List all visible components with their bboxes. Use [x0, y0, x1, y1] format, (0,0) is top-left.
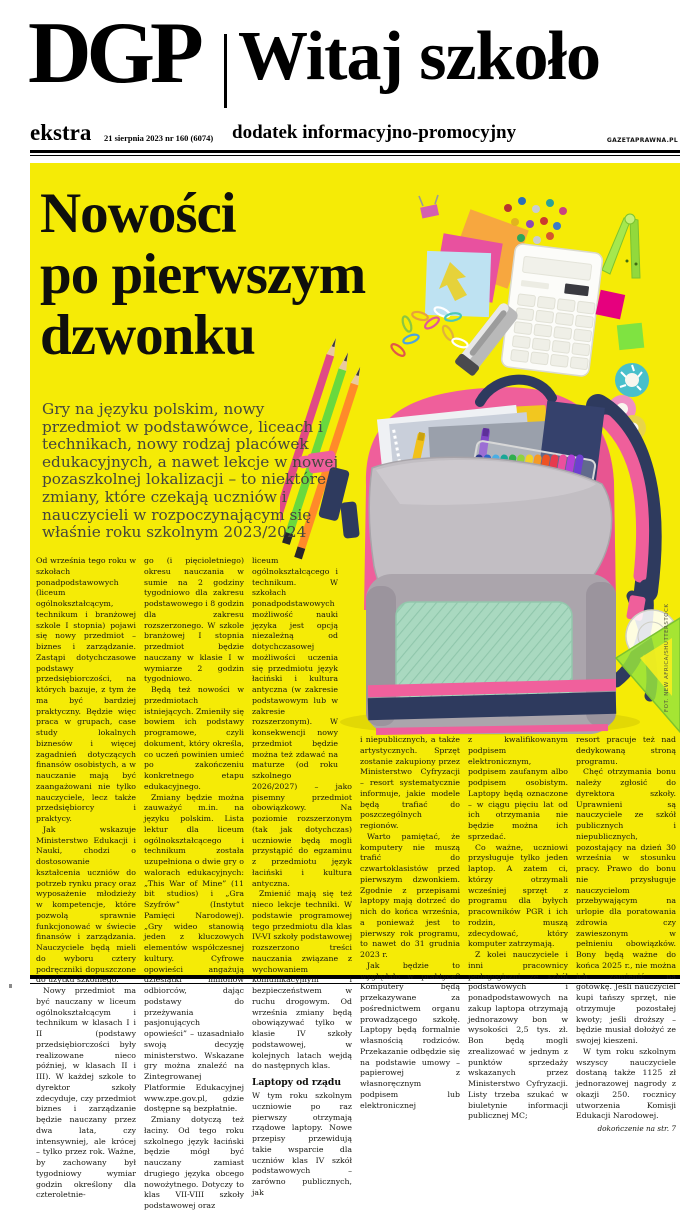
- masthead-divider: [224, 34, 227, 108]
- header-rule-thin: [30, 155, 680, 156]
- headline-line: po pierwszym: [40, 242, 366, 306]
- body-paragraph: Zmienić mają się też nieco lekcje techniki. W podstawie programowej tego przedmiotu dla klas IV-VI szkoły podstawowej rozszerzono treści nauczania związane z wychowaniem komunikacyjnym i bezpieczeństwem w ruchu drogowym. Od września zmiany będą obowiązywać tylko w klasie IV szkoły podstawowej, w kolejnych latach wejdą do następnych klas.: [252, 889, 352, 1071]
- dgp-logo: DGP: [28, 5, 199, 102]
- article-column-2: [144, 556, 244, 1212]
- body-paragraph: Od września tego roku w szkołach ponadpodstawowych (liceum ogólnokształcącym, technikum i branżowej szkole I stopnia) pojawi się nowy przedmiot – biznes i zarządzanie. Zastąpi dotychczasowe podstawy przedsiębiorczości, na których bazuje, z tym że ma być bardziej praktyczny. Będzie więc praca w grupach, case study lokalnych biznesów i więcej zagadnień dotyczących finansów osobistych, a w nauczanie mają być zaangażowani nie tylko nauczyciele, lecz także przedsiębiorcy i praktycy.: [36, 556, 136, 823]
- body-paragraph: Co ważne, uczniowi przysługuje tylko jeden laptop. A zatem ci, którzy otrzymali wcześniej sprzęt z programu dla byłych pracowników PGR i ich rodzin, muszą zdecydować, który komputer zatrzymają.: [468, 842, 568, 949]
- body-paragraph: Z kolei nauczyciele i inni pracownicy pedagogiczni ze szkół podstawowych i ponadpodstawowych na zakup laptopa otrzymają jednorazowy bon w wysokości 2,5 tys. zł. Bon będą mogli zrealizować w jednym z punktów sprzedaży wskazanych przez Ministerstwo Cyfryzacji. Listy trzeba szukać w biuletynie informacji publicznej MC;: [468, 950, 568, 1121]
- supplement-kicker: dodatek informacyjno-promocyjny: [232, 122, 517, 143]
- body-paragraph: W tym roku szkolnym wszyscy nauczyciele dostaną także 1125 zł jednorazowej nagrody z okazji 250. rocznicy utworzenia Komisji Edukacji Narodowej.: [576, 1046, 676, 1121]
- photo-credit: FOT. NEW AFRICA/SHUTTERSTOCK: [664, 603, 670, 712]
- article-headline: [40, 183, 365, 366]
- body-paragraph: 2026/2027) – jako pisemny przedmiot obowiązkowy. Na poziomie rozszerzonym (tak jak dotychczas) uczniowie będą mogli przystąpić do egzaminu z przedmiotu język łaciński i kultura antyczna.: [252, 781, 352, 888]
- supplement-title: Witaj szkoło: [238, 18, 600, 95]
- body-paragraph: Zmiany dotyczą też łaciny. Od tego roku szkolnego język łaciński będzie mógł być nauczany zamiast drugiego języka obcego nowożytnego. Dotyczy to klas VII-VIII szkoły podstawowej oraz: [144, 1115, 244, 1210]
- body-paragraph: Zmiany będzie można zauważyć m.in. na języku polskim. Lista lektur dla liceum ogólnokształcącego i technikum została uzupełniona o dwie gry o walorach edukacyjnych: „This War of Mine” (11 bit studios) i „Gra Szyfrów” (Instytut Pamięci Narodowej). „Gry wideo stanowią jeden z kluczowych elementów współczesnej kultury. Cyfrowe opowieści angażują dziesiątki milionów odbiorców, dając podstawy do przeżywania pasjonujących opowieści” – uzasadniało swoją decyzję ministerstwo. Wskazane gry można znaleźć na Zintegrowanej Platformie Edukacyjnej www.zpe.gov.pl, gdzie dostępne są bezpłatnie.: [144, 792, 244, 1114]
- drawing-compass-icon: [602, 214, 640, 278]
- body-paragraph: W tym roku szkolnym uczniowie po raz pierwszy otrzymają rządowe laptopy. Nowe przepisy przewidują takie wsparcie dla uczniów klas IV szkół podstawowych – zarówno publicznych, jak: [252, 1091, 352, 1197]
- body-paragraph: Będą też nowości w przedmiotach istniejących. Zmieniły się bowiem ich podstawy programowe, czyli dokument, który określa, co uczeń powinien umieć po zakończeniu konkretnego etapu edukacyjnego.: [144, 685, 244, 791]
- sticky-note-magenta-icon: [596, 290, 626, 320]
- article-column-6: [576, 735, 676, 1135]
- body-paragraph: Jak będzie to wyglądało w praktyce? Komputery będą przekazywane za pośrednictwem organu prowadzącego szkołę. Laptopy będą formalnie własnością rodziców. Przekazanie odbędzie się na podstawie umowy – papierowej z własnoręcznym podpisem lub elektronicznej: [360, 960, 460, 1110]
- page-corner-mark: [9, 984, 12, 988]
- issue-date: 21 sierpnia 2023 nr 160 (6074): [104, 133, 214, 143]
- sticky-note-green-icon: [617, 323, 644, 350]
- body-paragraph: Chęć otrzymania bonu należy zgłosić do dyrektora szkoły. Uprawnieni są nauczyciele ze szkół publicznych i niepublicznych, pozostający na dzień 30 września w stosunku pracy. Prawo do bonu nie przysługuje nauczycielom przebywającym na urlopie dla poratowania zdrowia czy zawieszonym w pełnieniu obowiązków. Bony będą ważne do końca 2025 r., nie można ich zamienić na gotówkę. Jeśli nauczyciel kupi tańszy sprzęt, nie otrzymuje pozostałej kwoty; jeśli droższy – będzie musiał dołożyć ze swojej kieszeni.: [576, 767, 676, 1045]
- article-column-3: [252, 556, 352, 1199]
- body-paragraph: resort pracuje też nad dedykowaną stroną programu.: [576, 735, 676, 766]
- article-lead: Gry na języku polskim, nowy przedmiot w podstawówce, liceach i technikach, nowy rodzaj placówek edukacyjnych, a nawet lekcje w nowej pozaszkolnej lokalizacji – to niektóre zmiany, które czekają uczniów i nauczycieli w rozpoczynającym się właśnie roku szkolnym 2023/2024: [42, 400, 339, 542]
- headline-line: dzwonku: [40, 303, 255, 367]
- calculator-icon: [501, 243, 603, 377]
- article-column-4: [360, 735, 460, 1111]
- continuation-note: dokończenie na str. 7: [597, 1124, 676, 1133]
- edition-label: ekstra: [30, 120, 92, 145]
- body-paragraph: Warto pamiętać, że komputery nie muszą trafić do czwartoklasistów przed pierwszym dzwonkiem. Zgodnie z przepisami laptopy mają dotrzeć do nich do końca września, a ponieważ jest to pierwszy rok programu, to nawet do 31 grudnia 2023 r.: [360, 831, 460, 959]
- body-paragraph: Nowy przedmiot ma być nauczany w liceum ogólnokształcącym i technikum w klasach I i II (podstawy przedsiębiorczości były realizowane nieco później, w klasach II i III). W każdej szkole to dyrektor szkoły zdecyduje, czy przedmiot biznes i zarządzanie będzie nauczany przez dwa lata, czy intensywniej, ale krócej – tylko przez rok. Ważne, by zachowany był tygodniowy wymiar godzin określony dla czteroletnie-: [36, 986, 136, 1200]
- body-paragraph: z kwalifikowanym podpisem elektronicznym, podpisem zaufanym albo podpisem osobistym. Laptopy będą oznaczone – w ciągu pięciu lat od ich otrzymania nie będzie można ich sprzedać.: [468, 735, 568, 841]
- article-column-5: [468, 735, 568, 1122]
- header-rule-thick: [30, 150, 680, 153]
- headline-line: Nowości: [40, 182, 236, 245]
- body-paragraph: liceum ogólnokształcącego i technikum. W szkołach ponadpodstawowych możliwość nauki języka jest opcją niezależną od dotychczasowej możliwości uczenia się przedmiotu język łaciński i kultura antyczna (w zakresie podstawowym lub w zakresie rozszerzonym). W konsekwencji nowy przedmiot będzie można też zdawać na maturze (od roku szkolnego: [252, 556, 338, 780]
- body-paragraph: Jak wskazuje Ministerstwo Edukacji i Nauki, chodzi o dostosowanie kształcenia uczniów do potrzeb rynku pracy oraz wyposażenie młodzieży w kompetencje, które pozwolą sprawnie funkcjonować w świecie finansów i zarządzania. Nauczyciele będą mieli do wyboru cztery podręczniki dopuszczone do użytku szkolnego.: [36, 824, 136, 985]
- binder-clip-icon: [419, 195, 439, 219]
- body-paragraph: i niepublicznych, a także artystycznych. Sprzęt zostanie zakupiony przez Ministerstwo Cyfryzacji – resort systematycznie informuje, jakie modele będą trafiać do poszczególnych regionów.: [360, 735, 460, 830]
- article-column-1: [36, 556, 136, 1201]
- subheading: Laptopy od rządu: [252, 1077, 342, 1088]
- body-paragraph: go (i pięcioletniego) okresu nauczania w sumie na 2 godziny tygodniowo dla zakresu podstawowego i 8 godzin dla zakresu rozszerzonego. W szkole branżowej I stopnia przedmiot będzie nauczany w klasie I w wymiarze 2 godzin tygodniowo.: [144, 556, 244, 684]
- website-label: GAZETAPRAWNA.PL: [606, 137, 678, 144]
